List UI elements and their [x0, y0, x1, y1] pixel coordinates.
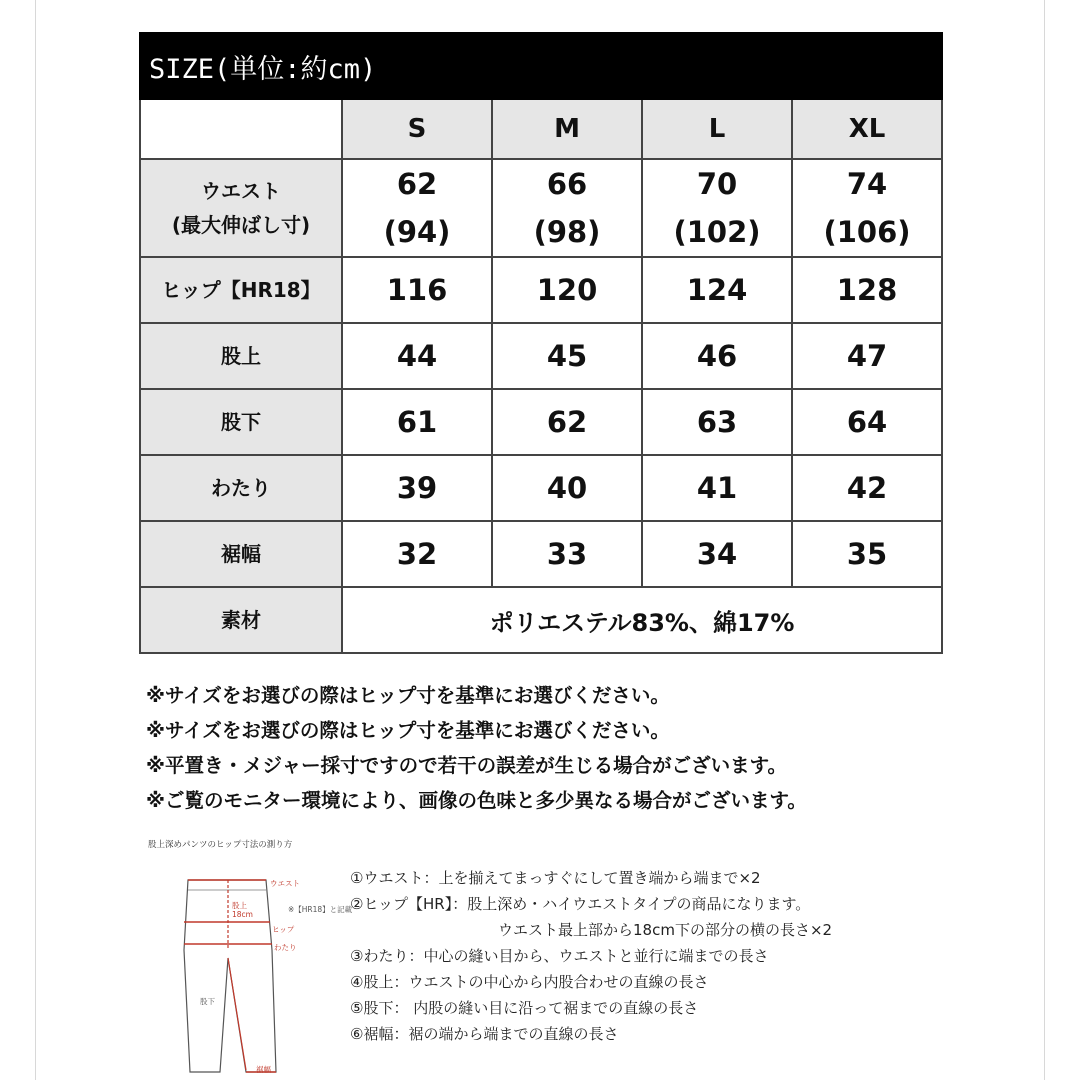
row-label-thigh: わたり	[140, 455, 342, 521]
diagram-label-hem: 裾幅	[256, 1065, 271, 1074]
thigh-value-l: 41	[642, 455, 792, 521]
thigh-value-s: 39	[342, 455, 492, 521]
waist-cell-s	[342, 159, 492, 257]
hem-value-l: 34	[642, 521, 792, 587]
waist-max-s: (94)	[383, 215, 451, 249]
rise-value-m: 45	[492, 323, 642, 389]
legend-hip: ②ヒップ【HR】：股上深め・ハイウエストタイプの商品になります。	[350, 895, 811, 913]
left-border-line	[35, 0, 36, 1080]
diagram-title: 股上深めパンツのヒップ寸法の測り方	[148, 840, 293, 850]
waist-max-m: (98)	[533, 215, 601, 249]
hip-value-m: 120	[492, 257, 642, 323]
diagram-label-hip: ヒップ	[272, 925, 295, 934]
table-row-thigh	[140, 455, 942, 521]
hem-value-m: 33	[492, 521, 642, 587]
row-label-material: 素材	[140, 587, 342, 653]
thigh-value-m: 40	[492, 455, 642, 521]
waist-max-l: (102)	[673, 215, 761, 249]
corner-cell	[140, 99, 342, 159]
table-row-waist	[140, 159, 942, 257]
pants-outline	[184, 880, 276, 1072]
inseam-value-xl: 64	[792, 389, 942, 455]
hem-value-s: 32	[342, 521, 492, 587]
size-header-m: M	[492, 99, 642, 159]
rise-value-xl: 47	[792, 323, 942, 389]
inseam-value-m: 62	[492, 389, 642, 455]
legend-hip-detail: ウエスト最上部から18cm下の部分の横の長さ×2	[498, 921, 833, 939]
note-3: ※平置き・メジャー採寸ですので若干の誤差が生じる場合がございます。	[146, 754, 788, 777]
waist-label-line1: ウエスト	[201, 179, 281, 203]
table-row-rise	[140, 323, 942, 389]
waist-label-line2: (最大伸ばし寸)	[171, 213, 311, 237]
size-table	[139, 32, 943, 654]
waist-value-xl: 74	[846, 167, 888, 201]
table-row-hip	[140, 257, 942, 323]
waist-value-m: 66	[546, 167, 588, 201]
size-header-l: L	[642, 99, 792, 159]
note-1: ※サイズをお選びの際はヒップ寸を基準にお選びください。	[146, 684, 670, 707]
material-value: ポリエステル83%、綿17%	[342, 587, 942, 653]
row-label-rise: 股上	[140, 323, 342, 389]
thigh-value-xl: 42	[792, 455, 942, 521]
row-label-inseam: 股下	[140, 389, 342, 455]
diagram-label-inseam: 股下	[200, 997, 215, 1006]
legend-inseam: ⑤股下： 内股の縫い目に沿って裾までの直線の長さ	[350, 999, 699, 1017]
table-row-material	[140, 587, 942, 653]
note-4: ※ご覧のモニター環境により、画像の色味と多少異なる場合がございます。	[146, 789, 807, 812]
waist-cell-m	[492, 159, 642, 257]
rise-value-l: 46	[642, 323, 792, 389]
diagram-label-rise-18: 18cm	[232, 910, 253, 919]
diagram-label-rise: 股上	[232, 901, 247, 910]
row-label-waist	[140, 159, 342, 257]
legend-waist: ①ウエスト：上を揃えてまっすぐにして置き端から端まで×2	[350, 869, 761, 887]
legend-rise: ④股上：ウエストの中心から内股合わせの直線の長さ	[350, 973, 709, 991]
notes-list	[146, 678, 807, 818]
waist-value-l: 70	[696, 167, 738, 201]
diagram-label-hr-note: ※【HR18】と記載	[288, 905, 353, 914]
measurement-diagram	[148, 838, 358, 1078]
rise-value-s: 44	[342, 323, 492, 389]
measurement-legend	[350, 865, 832, 1047]
waist-cell-l	[642, 159, 792, 257]
legend-thigh: ③わたり：中心の縫い目から、ウエストと並行に端までの長さ	[350, 947, 769, 965]
hip-value-l: 124	[642, 257, 792, 323]
pants-illustration	[148, 850, 358, 1078]
table-row-inseam	[140, 389, 942, 455]
hip-value-s: 116	[342, 257, 492, 323]
legend-hem: ⑥裾幅：裾の端から端までの直線の長さ	[350, 1025, 619, 1043]
row-label-hem: 裾幅	[140, 521, 342, 587]
diagram-label-waist: ウエスト	[270, 879, 300, 888]
hem-value-xl: 35	[792, 521, 942, 587]
table-row-hem	[140, 521, 942, 587]
inseam-value-s: 61	[342, 389, 492, 455]
size-header-xl: XL	[792, 99, 942, 159]
note-2: ※サイズをお選びの際はヒップ寸を基準にお選びください。	[146, 719, 670, 742]
row-label-hip: ヒップ【HR18】	[140, 257, 342, 323]
waist-value-s: 62	[396, 167, 438, 201]
diagram-label-thigh: わたり	[274, 943, 297, 952]
right-border-line	[1044, 0, 1045, 1080]
size-header-s: S	[342, 99, 492, 159]
inseam-value-l: 63	[642, 389, 792, 455]
table-title: SIZE(単位:約cm)	[140, 33, 942, 99]
waist-max-xl: (106)	[823, 215, 911, 249]
hip-value-xl: 128	[792, 257, 942, 323]
waist-cell-xl	[792, 159, 942, 257]
